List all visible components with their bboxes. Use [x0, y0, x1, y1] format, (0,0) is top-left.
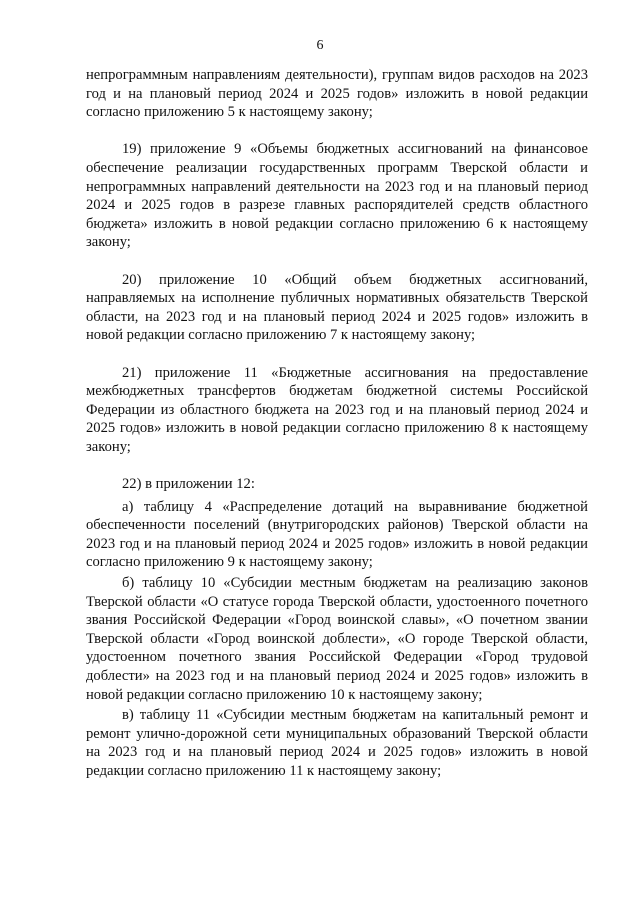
page-number: 6 — [316, 38, 324, 53]
paragraph-item-22: 22) в приложении 12: — [122, 476, 255, 493]
paragraph-item-20: 20) приложение 10 «Общий объем бюджетных ассигнований, направляемых на исполнение публичных нормативных обязательств Тверской области, на 2023 год и на плановый период 2024 и 2025 годов» изложить в новой редакции согласно приложению 7 к настоящему закону; — [86, 271, 588, 344]
paragraph-item-19: 19) приложение 9 «Объемы бюджетных ассигнований на финансовое обеспечение реализации государственных программ Тверской области и непрограммных направлений деятельности на 2023 год и на плановый период 2024 и 2025 годов в разрезе главных распорядителей средств областного бюджета» изложить в новой редакции согласно приложению 6 к настоящему закону; — [86, 141, 588, 251]
subitem-v: в) таблицу 11 «Субсидии местным бюджетам на капитальный ремонт и ремонт улично-дорожной сети муниципальных образований Тверской области на 2023 год и на плановый период 2024 и 2025 годов» изложить в новой редакции согласно приложению 11 к настоящему закону; — [86, 707, 588, 779]
document-body — [86, 66, 588, 781]
subitem-a: а) таблицу 4 «Распределение дотаций на выравнивание бюджетной обеспеченности поселений (внутригородских районов) Тверской области на 2023 год и на плановый период 2024 и 2025 годов» изложить в новой редакции согласно приложению 9 к настоящему закону; — [86, 498, 588, 571]
subitem-b: б) таблицу 10 «Субсидии местным бюджетам на реализацию законов Тверской области «О статусе города Тверской области, удостоенного почетного звания Российской Федерации «Город воинской славы», «О почетном звании Тверской области «Город воинской доблести», «О городе Тверской области, удостоенном почетного звания Российской Федерации «Город трудовой доблести» на 2023 год и на плановый период 2024 и 2025 годов» изложить в новой редакции согласно приложению 10 к настоящему закону; — [86, 575, 588, 703]
paragraph-continuation: непрограммным направлениям деятельности), группам видов расходов на 2023 год и на плановый период 2024 и 2025 годов» изложить в новой редакции согласно приложению 5 к настоящему закону; — [86, 67, 588, 121]
paragraph-item-21: 21) приложение 11 «Бюджетные ассигнования на предоставление межбюджетных трансфертов бюджетам бюджетной системы Российской Федерации из областного бюджета на 2023 год и на плановый период 2024 и 2025 годов» изложить в новой редакции согласно приложению 8 к настоящему закону; — [86, 364, 588, 455]
